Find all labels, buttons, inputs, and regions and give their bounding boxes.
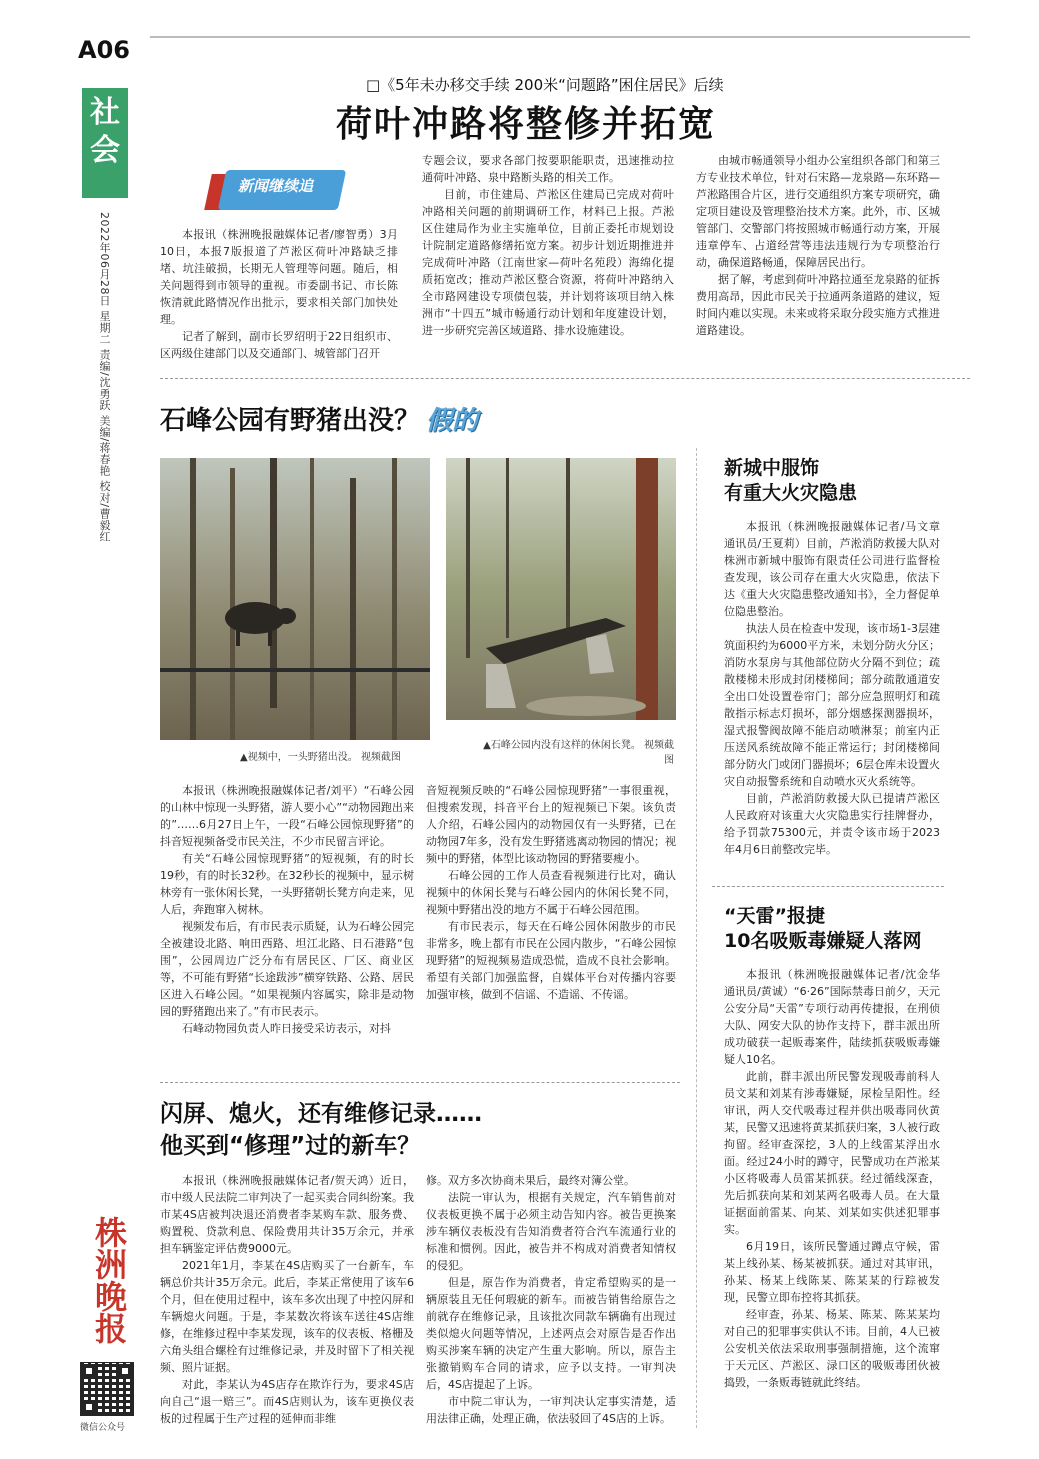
- brand-logo: 株洲晚报: [90, 1216, 128, 1344]
- paragraph: 本报讯（株洲晚报融媒体记者/马文章 通讯员/王夏莉）目前，芦淞消防救援大队对株洲市新城中服饰有限责任公司进行监督检查发现，该公司存在重大火灾隐患，依法下达《重大火灾隐患整改通知书》，全力督促单位隐患整治。: [724, 520, 940, 618]
- paragraph: 石峰公园的工作人员查看视频进行比对，确认视频中的休闲长凳与石峰公园内的休闲长凳不同，视频中野猪出没的地方不属于石峰公园范围。: [426, 869, 676, 916]
- paragraph: 专题会议，要求各部门按要职能职责，迅速推动拉通荷叶冲路、泉中路断头路的相关工作。: [422, 154, 674, 184]
- fire-headline-line-1: 新城中服饰: [724, 457, 820, 479]
- paragraph: 经审查，孙某、杨某、陈某、陈某某均对自己的犯罪事实供认不讳。目前，4人已被公安机关依法采取刑事强制措施，这个流窜于天元区、芦淞区、渌口区的吸贩毒团伙被捣毁，一条贩毒链就此终结。: [724, 1308, 940, 1389]
- paragraph: 记者了解到，副市长罗绍明于22日组织市、区两级住建部门以及交通部门、城管部门召开: [160, 330, 398, 360]
- paragraph: 音短视频反映的“石峰公园惊现野猪”一事很重视，但搜索发现，抖音平台上的短视频已下架。该负责人介绍，石峰公园内的动物园仅有一头野猪，已在动物园7年多，没有发生野猪逃离动物园的情况；视频中的野猪，体型比该动物园的野猪要瘦小。: [426, 784, 676, 865]
- section-divider: [712, 886, 944, 887]
- bench-photo: [446, 458, 676, 720]
- top-rule: [150, 36, 970, 38]
- paragraph: 目前，芦淞消防救援大队已提请芦淞区人民政府对该重大火灾隐患实行挂牌督办，给予罚款75300元，并责令该市场于2023年4月6日前整改完毕。: [724, 792, 940, 856]
- boar-col-1: [160, 782, 414, 1037]
- boar-video-photo: [160, 458, 430, 740]
- paragraph: 本报讯（株洲晚报融媒体记者/刘平）“石峰公园的山林中惊现一头野猪，游人要小心”“动物园跑出来的”……6月27日上午，一段“石峰公园惊现野猪”的抖音短视频备受市民关注，不少市民留言评论。: [160, 784, 414, 848]
- car-col-1: [160, 1172, 414, 1427]
- date-line: 2022年06月28日 星期二 责编/沈勇跃 美编/蒋春艳 校对/曹毅红: [98, 212, 111, 543]
- bench-photo-caption: ▲石峰公园内没有这样的休闲长凳。 视频截图: [483, 740, 674, 766]
- lead-col-3: [696, 152, 940, 339]
- column-divider: [696, 448, 697, 1428]
- paragraph: 执法人员在检查中发现，该市场1-3层建筑面积约为6000平方米，未划分防火分区；消防水泵房与其他部位防火分隔不到位；疏散楼梯未形成封闭楼梯间；部分疏散通道安全出口处设置卷帘门；部分应急照明灯和疏散指示标志灯损坏，部分烟感探测器损坏，湿式报警阀故障不能启动喷淋泵；前室内正压送风系统故障不能正常运行；封闭楼梯间部分防火门或闭门器损坏；6层仓库未设置火灾自动报警系统和自动喷水灭火系统等。: [724, 622, 940, 788]
- paragraph: 修。双方多次协商未果后，最终对簿公堂。: [426, 1174, 635, 1187]
- section-divider: [160, 378, 970, 379]
- paragraph: 据了解，考虑到荷叶冲路拉通至龙泉路的征拆费用高昂，因此市民关于拉通两条道路的建议，短时间内难以实现。未来或将采取分段实施方式推进道路建设。: [696, 273, 940, 337]
- lead-kicker: □《5年未办移交手续 200米“问题路”困住居民》后续: [366, 76, 724, 94]
- paragraph: 有市民表示，每天在石峰公园休闲散步的市民非常多，晚上都有市民在公园内散步，“石峰公园惊现野猪”的短视频易造成恐慌，造成不良社会影响。希望有关部门加强监督，自媒体平台对传播内容要加强审核，做到不信谣、不造谣、不传谣。: [426, 920, 676, 1001]
- drug-headline-line-1: “天雷”报捷: [724, 905, 825, 927]
- paragraph: 石峰动物园负责人昨日接受采访表示，对抖: [182, 1022, 391, 1035]
- paragraph: 本报讯（株洲晚报融媒体记者/廖智勇）3月10日，本报7版报道了芦淞区荷叶冲路缺乏排堵、坑洼破损，长期无人管理等问题。随后，相关问题得到市领导的重视。市委副书记、市长陈恢清就此路情况作出批示，要求相关部门加快处理。: [160, 228, 398, 326]
- car-col-2: [426, 1172, 676, 1427]
- paragraph: 由城市畅通领导小组办公室组织各部门和第三方专业技术单位，针对石宋路—龙泉路—东环路—芦淞路围合片区，进行交通组织方案专项研究，确定项目建设及管理整治技术方案。此外，市、区城管部门、交警部门将按照城市畅通行动方案，开展违章停车、占道经营等违法违规行为专项整治行动，确保道路畅通，保障居民出行。: [696, 154, 940, 269]
- boar-headline-text: 石峰公园有野猪出没？: [160, 406, 421, 436]
- lead-col-2: [422, 152, 674, 339]
- paragraph: 2021年1月，李某在4S店购买了一台新车，车辆总价共计35万余元。此后，李某正常使用了该车6个月，但在使用过程中，该车多次出现了中控闪屏和车辆熄火问题。于是，李某数次将该车送往4S店维修，在维修过程中李某发现，该车的仪表板、格栅及六角头组合螺栓有过维修记录，并及时留下了相关视频、照片证据。: [160, 1259, 414, 1374]
- drug-headline: [724, 904, 921, 954]
- page-number: A06: [78, 36, 130, 64]
- drug-body: [724, 966, 940, 1391]
- paragraph: 本报讯（株洲晚报融媒体记者/沈金华 通讯员/黄诚）“6·26”国际禁毒日前夕，天元公安分局“天雷”专项行动再传捷报，在刑侦大队、网安大队的协作支持下，群丰派出所成功破获一起贩毒案件，陆续抓获吸贩毒嫌疑人10名。: [724, 968, 940, 1066]
- fire-headline-line-2: 有重大火灾隐患: [724, 482, 858, 504]
- paragraph: 对此，李某认为4S店存在欺诈行为，要求4S店向自己“退一赔三”。而4S店则认为，该车更换仪表板的过程属于生产过程的延伸而非维: [160, 1378, 414, 1425]
- forest-illustration: [160, 458, 430, 740]
- paragraph: 法院一审认为，根据有关规定，汽车销售前对仪表板更换不属于必须主动告知内容。被告更换案涉车辆仪表板没有告知消费者符合汽车流通行业的标准和惯例。因此，被告并不构成对消费者知情权的侵犯。: [426, 1191, 676, 1272]
- paragraph: 市中院二审认为，一审判决认定事实清楚，适用法律正确，处理正确，依法驳回了4S店的上诉。: [426, 1395, 676, 1425]
- lead-headline: 荷叶冲路将整修并拓宽: [336, 104, 717, 145]
- qr-caption: 微信公众号: [80, 1423, 126, 1433]
- car-headline: [160, 1098, 482, 1162]
- paragraph: 6月19日，该所民警通过蹲点守候，雷某上线孙某、杨某被抓获。通过对其审讯，孙某、杨某上线陈某、陈某某的行踪被发现，民警立即布控将其抓获。: [724, 1240, 940, 1304]
- boar-photo-caption: ▲视频中，一头野猪出没。 视频截图: [240, 752, 401, 763]
- bench-illustration: [446, 458, 676, 720]
- news-followup-badge: [208, 168, 358, 218]
- qr-code: [80, 1362, 134, 1416]
- car-headline-line-2: 他买到“修理”过的新车？: [160, 1133, 421, 1159]
- badge-label: 新闻继续追: [238, 177, 314, 195]
- section-divider: [160, 1082, 680, 1083]
- fake-tag: 假的: [426, 406, 479, 436]
- paragraph: 有关“石峰公园惊现野猪”的短视频，有的时长19秒，有的时长32秒。在32秒长的视频中，显示树林旁有一张休闲长凳，一头野猪朝长凳方向走来，见人后，奔跑窜入树林。: [160, 852, 414, 916]
- paragraph: 视频发布后，有市民表示质疑，认为石峰公园完全被建设北路、响田西路、坦江北路、日石港路“包围”，公园周边广泛分布有居民区、厂区、商业区等，不可能有野猪“长途跋涉”横穿铁路、公路、居民区进入石峰公园。“如果视频内容属实，除非是动物园的野猪跑出来了。”有市民表示。: [160, 920, 414, 1018]
- paragraph: 此前，群丰派出所民警发现吸毒前科人员文某和刘某有涉毒嫌疑，尿检呈阳性。经审讯，两人交代吸毒过程并供出吸毒同伙黄某，民警又迅速将黄某抓获归案，3人被行政拘留。经审查深挖，3人的上线雷某浮出水面。经过24小时的蹲守，民警成功在芦淞某小区将吸毒人员雷某抓获。经过循线深查，先后抓获向某和刘某两名吸毒人员。在大量证据面前雷某、向某、刘某如实供述犯罪事实。: [724, 1070, 940, 1236]
- car-headline-line-1: 闪屏、熄火，还有维修记录……: [160, 1101, 482, 1127]
- paragraph: 但是，原告作为消费者，肯定希望购买的是一辆原装且无任何瑕疵的新车。而被告销售给原告之前就存在维修记录，且该批次同款车辆确有出现过类似熄火问题等情况，上述两点会对原告是否作出购买涉案车辆的决定产生重大影响。所以，原告主张撤销购车合同的请求，应予以支持。一审判决后，4S店提起了上诉。: [426, 1276, 676, 1391]
- boar-headline: [160, 400, 478, 437]
- fire-headline: [724, 456, 857, 506]
- section-label: 社会: [90, 95, 120, 168]
- paragraph: 本报讯（株洲晚报融媒体记者/贺天鸿）近日，市中级人民法院二审判决了一起买卖合同纠纷案。我市某4S店被判决退还消费者李某购车款、服务费、购置税、贷款利息、保险费用共计35万余元，并承担车辆鉴定评估费9000元。: [160, 1174, 414, 1255]
- paragraph: 目前，市住建局、芦淞区住建局已完成对荷叶冲路相关问题的前期调研工作，材料已上报。芦淞区住建局作为业主实施单位，目前正委托市规划设计院制定道路修缮拓宽方案。初步计划近期推进并完成荷叶冲路（江南世家—荷叶名苑段）海绵化提质拓宽改；推动芦淞区整合资源，将荷叶冲路纳入全市路网建设专项债包装，并计划将该项目纳入株洲市“十四五”城市畅通行动计划和年度建设计划，进一步研究完善区域道路、排水设施建设。: [422, 188, 674, 337]
- fire-body: [724, 518, 940, 858]
- drug-headline-line-2: 10名吸贩毒嫌疑人落网: [724, 930, 922, 952]
- lead-col-1: [160, 226, 398, 362]
- boar-col-2: [426, 782, 676, 1003]
